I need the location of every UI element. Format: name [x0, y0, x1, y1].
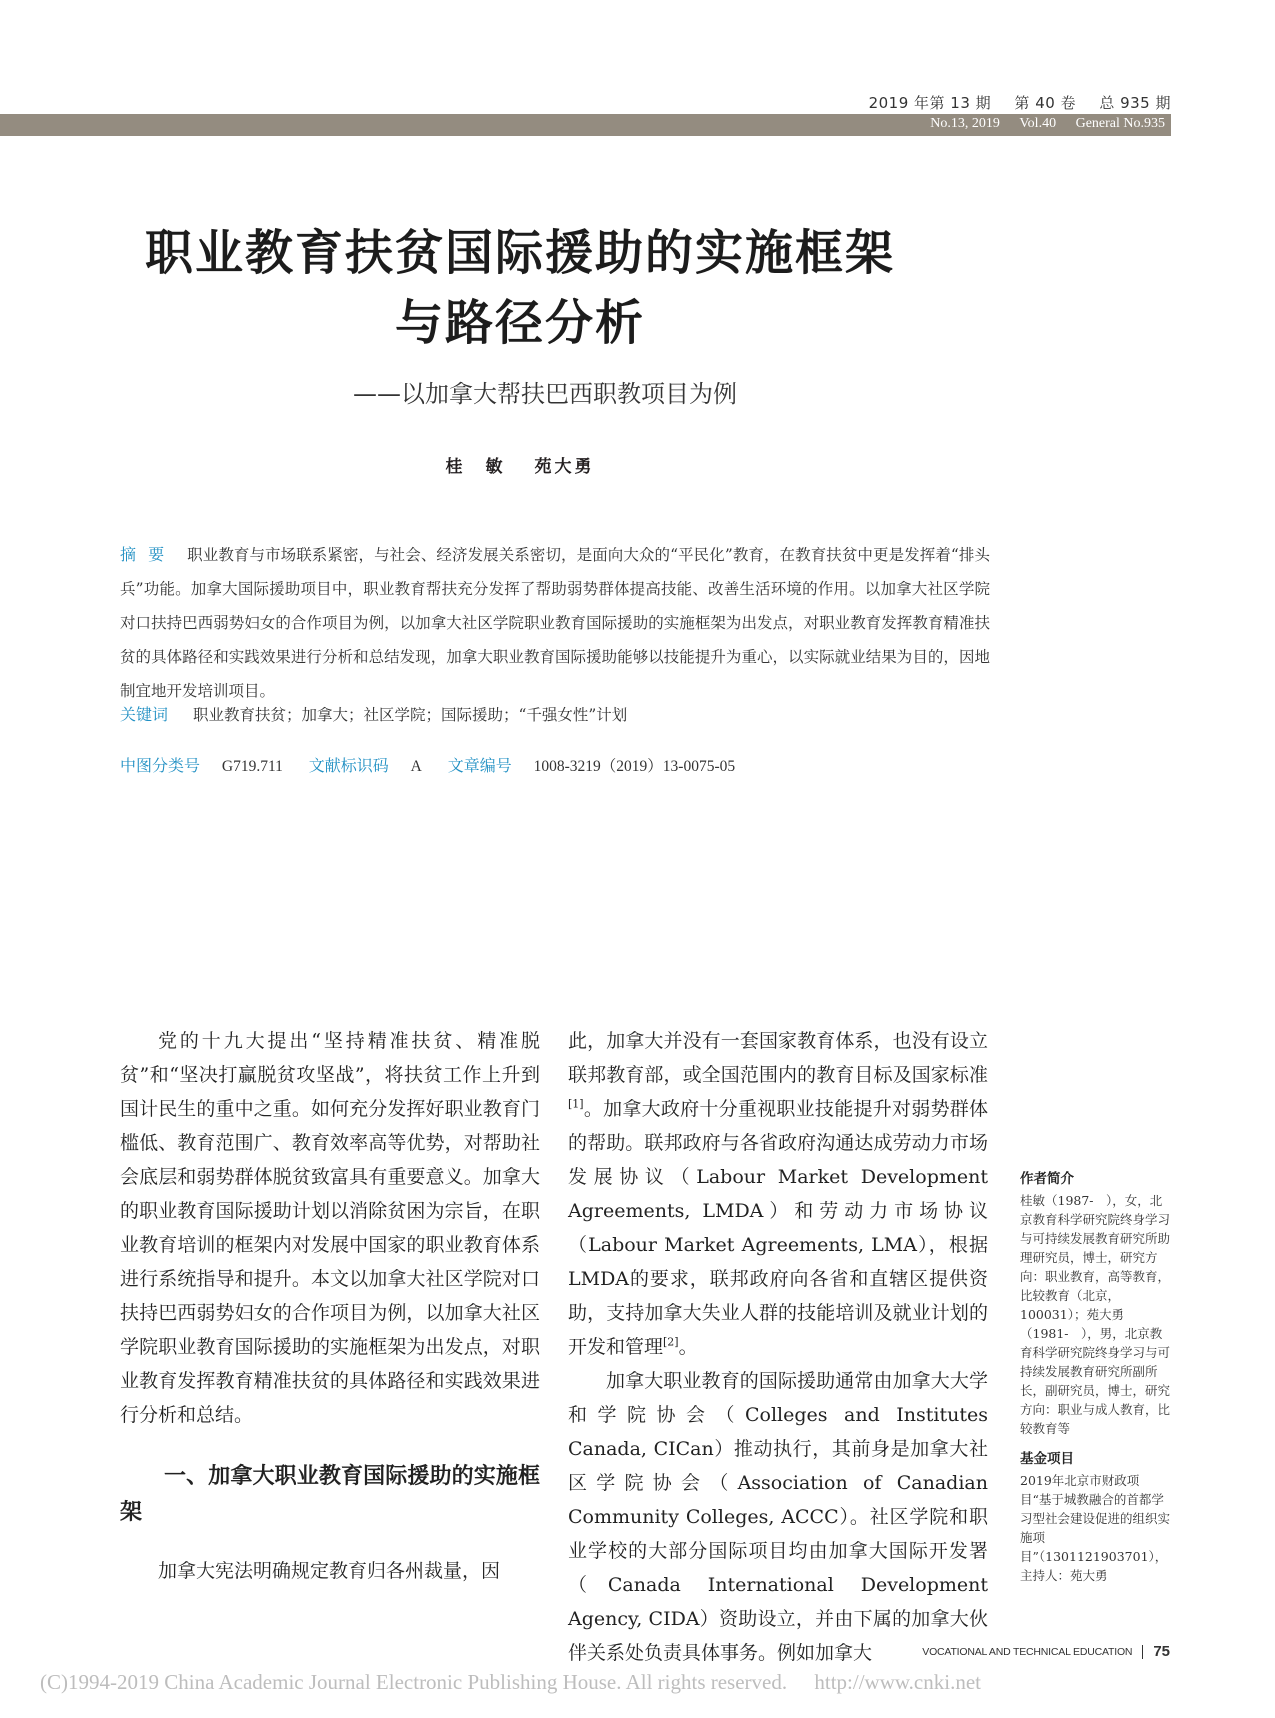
article-subtitle: ——以加拿大帮扶巴西职教项目为例 [353, 380, 737, 408]
author-name: 桂 敏 [445, 457, 506, 477]
paragraph-text: 。 [678, 1336, 698, 1358]
keywords-label: 关键词 [120, 705, 169, 724]
paragraph-text: 此，加拿大并没有一套国家教育体系，也没有设立联邦教育部，或全国范围内的教育目标及国家标准 [568, 1030, 988, 1086]
clc-label: 中图分类号 [120, 756, 201, 775]
copyright-watermark [40, 1670, 981, 1695]
issue-number: 2019 年第 13 期 [868, 94, 992, 112]
body-column-left [120, 1024, 540, 1588]
classification-line [120, 753, 1020, 776]
fund-heading: 基金项目 [1020, 1451, 1074, 1467]
article-title [80, 218, 960, 358]
article-number-value: 1008-3219（2019）13-0075-05 [533, 758, 736, 775]
keywords-text: 职业教育扶贫；加拿大；社区学院；国际援助；“千强女性”计划 [192, 706, 628, 724]
body-paragraph: 加拿大职业教育的国际援助通常由加拿大大学和学院协会（Colleges and Institutes Canada, CICan）推动执行，其前身是加拿大社区学院协会（Association of Canadian Community Colleges, ACCC）。社区学院和职业学校的大部分国际项目均由加拿大国际开发署（Canada International Development Agency, CIDA）资助设立，并由下属的加拿大伙伴关系处负责具体事务。例如加拿大 [568, 1370, 988, 1664]
issue-info-cn [851, 92, 1171, 113]
header-bar [0, 114, 1171, 136]
body-paragraph: 党的十九大提出“坚持精准扶贫、精准脱贫”和“坚决打赢脱贫攻坚战”，将扶贫工作上升到国计民生的重中之重。如何充分发挥好职业教育门槛低、教育范围广、教育效率高等优势，对帮助社会底层和弱势群体脱贫致富具有重要意义。加拿大的职业教育国际援助计划以消除贫困为宗旨，在职业教育培训的框架内对发展中国家的职业教育体系进行系统指导和提升。本文以加拿大社区学院对口扶持巴西弱势妇女的合作项目为例，以加拿大社区学院职业教育国际援助的实施框架为出发点，对职业教育发挥教育精准扶贫的具体路径和实践效果进行分析和总结。 [120, 1030, 540, 1426]
volume-number: 第 40 卷 [1014, 94, 1077, 112]
citation-ref[interactable]: [1] [568, 1097, 584, 1111]
abstract-text: 职业教育与市场联系紧密，与社会、经济发展关系密切，是面向大众的“平民化”教育，在教育扶贫中更是发挥着“排头兵”功能。加拿大国际援助项目中，职业教育帮扶充分发挥了帮助弱势群体提高技能、改善生活环境的作用。以加拿大社区学院对口扶持巴西弱势妇女的合作项目为例，以加拿大社区学院职业教育国际援助的实施框架为出发点，对职业教育发挥教育精准扶贫的具体路径和实践效果进行分析和总结发现，加拿大职业教育国际援助能够以技能提升为重心，以实际就业结果为目的，因地制宜地开发培训项目。 [120, 546, 990, 700]
keywords [120, 702, 990, 725]
paragraph-text: 。加拿大政府十分重视职业技能提升对弱势群体的帮助。联邦政府与各省政府沟通达成劳动力市场发展协议（Labour Market Development Agreements, LMDA）和劳动力市场协议（Labour Market Agreements, LMA），根据LMDA的要求，联邦政府向各省和直辖区提供资助，支持加拿大失业人群的技能培训及就业计划的开发和管理 [568, 1098, 988, 1358]
page-footer [922, 1643, 1170, 1660]
author-bio-heading: 作者简介 [1020, 1171, 1074, 1187]
title-line-2: 与路径分析 [394, 295, 645, 351]
fund-text: 2019年北京市财政项目“基于城教融合的首都学习型社会建设促进的组织实施项目”（1301121903701），主持人：苑大勇 [1020, 1473, 1171, 1583]
article-number-label: 文章编号 [447, 756, 512, 775]
abstract [120, 538, 990, 708]
body-paragraph: 加拿大宪法明确规定教育归各州裁量，因 [158, 1560, 501, 1582]
title-line-1: 职业教育扶贫国际援助的实施框架 [144, 225, 895, 281]
total-number-en: General No.935 [1075, 116, 1165, 131]
copyright-url[interactable]: http://www.cnki.net [814, 1670, 981, 1694]
author-name: 苑大勇 [534, 457, 595, 477]
journal-name: VOCATIONAL AND TECHNICAL EDUCATION [922, 1645, 1133, 1658]
page-number: 75 [1153, 1643, 1170, 1660]
clc-value: G719.711 [221, 758, 283, 775]
copyright-text: (C)1994-2019 China Academic Journal Electronic Publishing House. All rights reserved. [40, 1670, 788, 1694]
sidebar-notes [1020, 1170, 1170, 1585]
issue-number-en: No.13, 2019 [930, 116, 1000, 131]
author-bio-text: 桂敏（1987- ），女，北京教育科学研究院终身学习与可持续发展教育研究所助理研究员，博士，研究方向：职业教育，高等教育，比较教育（北京，100031）；苑大勇（1981- ），男，北京教育科学研究院终身学习与可持续发展教育研究所副所长，副研究员，博士，研究方向：职业与成人教育，比较教育等 [1020, 1193, 1171, 1436]
doc-code-value: A [410, 758, 422, 775]
section-heading: 一、加拿大职业教育国际援助的实施框架 [120, 1463, 540, 1525]
volume-number-en: Vol.40 [1019, 116, 1057, 131]
body-column-right [568, 1024, 988, 1670]
abstract-label: 摘要 [120, 545, 177, 564]
footer-divider [1142, 1645, 1143, 1659]
total-number: 总 935 期 [1099, 94, 1171, 112]
issue-info-en [914, 116, 1165, 132]
citation-ref[interactable]: [2] [663, 1335, 679, 1349]
doc-code-label: 文献标识码 [308, 756, 389, 775]
author-list [80, 452, 960, 477]
body-paragraph [568, 1024, 988, 1364]
